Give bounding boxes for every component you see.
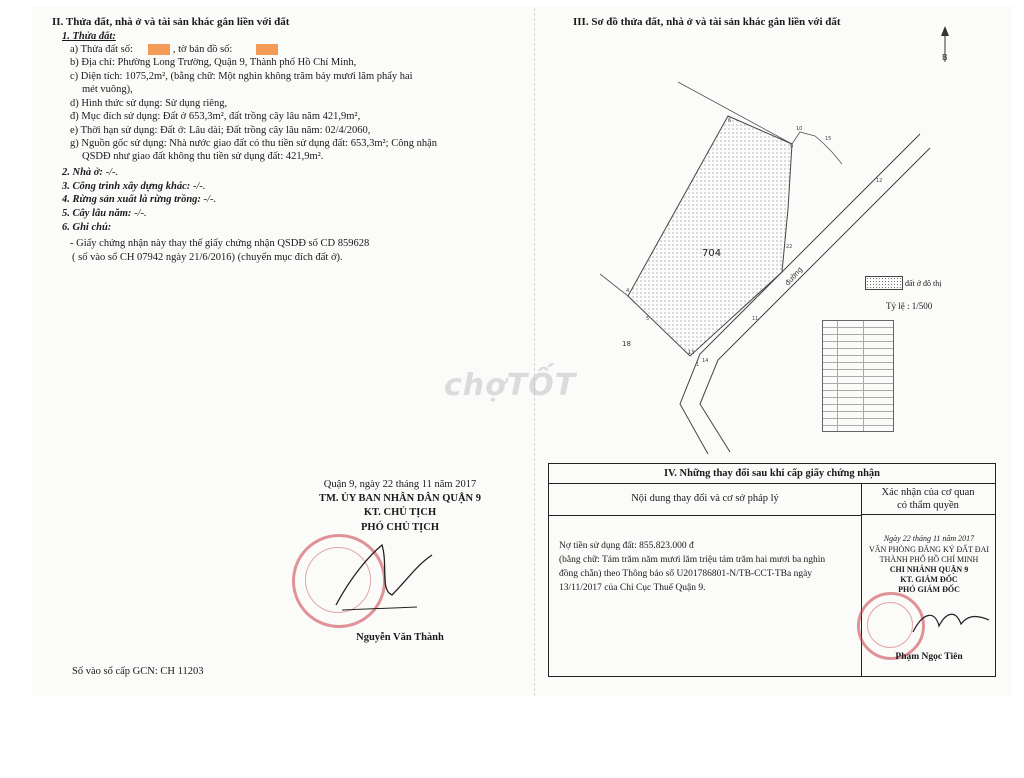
confirm-date: Ngày 22 tháng 11 năm 2017 <box>883 534 975 543</box>
boundary-line-left <box>600 274 628 296</box>
confirm-office-2: THÀNH PHỐ HỒ CHÍ MINH <box>879 555 979 564</box>
origin-line-1: g) Nguồn gốc sử dụng: Nhà nước giao đất có thu tiền sử dụng đất: 653,3m²; Công nhận <box>70 138 437 149</box>
h2-house: 2. Nhà ở: -/-. <box>62 167 119 178</box>
org-line-3: PHÓ CHỦ TỊCH <box>361 522 439 533</box>
vertex-label: 9 <box>790 144 794 150</box>
vertex-label: 10 <box>796 126 803 132</box>
parcel-704-shape <box>628 116 792 356</box>
vertex-label: 22 <box>786 244 793 250</box>
road-label: đường <box>783 265 805 288</box>
section-iii-title: III. Sơ đồ thửa đất, nhà ở và tài sản khác gắn liền với đất <box>573 16 841 28</box>
h1-parcel: 1. Thửa đất: <box>62 31 116 42</box>
legend-label: đất ở đô thị <box>905 279 942 288</box>
signature-right <box>909 602 995 648</box>
usage-form-line: d) Hình thức sử dụng: Sử dụng riêng, <box>70 98 228 109</box>
parcel-map <box>560 24 980 464</box>
changes-col1-header: Nội dung thay đổi và cơ sở pháp lý <box>549 483 862 516</box>
parcel-number: 704 <box>702 248 722 259</box>
section-ii-title: II. Thửa đất, nhà ở và tài sản khác gắn liền với đất <box>52 16 290 28</box>
area-line-1: c) Diện tích: 1075,2m², (bằng chữ: Một nghìn không trăm bảy mươi lăm phẩy hai <box>70 71 413 82</box>
vertex-label: 4 <box>626 288 630 294</box>
vertex-label: 11 <box>752 316 759 322</box>
org-line-2: KT. CHỦ TỊCH <box>363 507 437 518</box>
parcel-number-line: a) Thửa đất số: , tờ bản đồ số: <box>70 43 278 56</box>
boundary-corner <box>792 132 842 164</box>
changes-col2-header: Xác nhận của cơ quan có thẩm quyền <box>861 483 995 515</box>
h6-notes: 6. Ghi chú: <box>62 222 112 233</box>
vertex-label: 13 <box>688 350 695 356</box>
fold-line <box>534 8 535 696</box>
usage-purpose-line: đ) Mục đích sử dụng: Đất ở 653,3m², đất trồng cây lâu năm 421,9m², <box>70 111 361 122</box>
usage-term-line: e) Thời hạn sử dụng: Đất ở: Lâu dài; Đất trồng cây lâu năm: 02/4/2060, <box>70 125 371 136</box>
h3-construction: 3. Công trình xây dựng khác: -/-. <box>62 181 206 192</box>
confirm-branch: CHI NHÁNH QUẬN 9 <box>889 565 969 574</box>
confirm-signer: Phạm Ngọc Tiên <box>895 652 963 662</box>
confirm-deputy: PHÓ GIÁM ĐỐC <box>898 585 960 594</box>
signer-name: Nguyễn Văn Thành <box>356 632 444 643</box>
change-line-2: (bằng chữ: Tám trăm năm mươi lăm triệu tám trăm hai mươi ba nghìn <box>559 555 826 565</box>
watermark: chợTỐT <box>444 368 577 403</box>
change-line-1: Nợ tiền sử dụng đất: 855.823.000 đ <box>559 541 694 551</box>
legend-swatch <box>865 276 903 290</box>
vertex-label: 6 <box>728 118 732 124</box>
vertex-label: 5 <box>646 316 650 322</box>
confirm-office-1: VĂN PHÒNG ĐĂNG KÝ ĐẤT ĐAI <box>868 545 990 554</box>
neighbor-label: 18 <box>622 340 631 348</box>
h5-perennial: 5. Cây lâu năm: -/-. <box>62 208 147 219</box>
signature-left <box>322 535 442 625</box>
north-label: B <box>942 53 948 62</box>
vertex-label: 14 <box>702 358 709 364</box>
note-line-1: - Giấy chứng nhận này thay thế giấy chứng nhận QSDĐ số CD 859628 <box>70 238 370 249</box>
confirm-kt: KT. GIÁM ĐỐC <box>900 575 958 584</box>
register-number: Số vào sổ cấp GCN: CH 11203 <box>72 666 204 677</box>
org-line-1: TM. ỦY BAN NHÂN DÂN QUẬN 9 <box>318 493 482 504</box>
change-line-4: 13/11/2017 của Chi Cục Thuế Quận 9. <box>559 583 706 593</box>
area-line-2: mét vuông), <box>82 84 133 95</box>
redacted-parcel-number <box>148 44 170 55</box>
note-line-2: ( số vào sổ CH 07942 ngày 21/6/2016) (chuyển mục đích đất ở). <box>72 252 343 263</box>
redacted-map-sheet <box>256 44 278 55</box>
vertex-label: 15 <box>825 136 832 142</box>
scale-label: Tỷ lệ : 1/500 <box>886 301 933 311</box>
changes-table <box>548 463 996 677</box>
change-line-3: đồng chẵn) theo Thông báo số U201786801-N/TB-CCT-TBa ngày <box>559 569 813 579</box>
changes-title: IV. Những thay đổi sau khi cấp giấy chứng nhận <box>549 464 995 484</box>
origin-line-2: QSDĐ như giao đất không thu tiền sử dụng đất: 421,9m². <box>82 151 324 162</box>
address-line: b) Địa chỉ: Phường Long Trường, Quận 9, Thành phố Hồ Chí Minh, <box>70 57 357 68</box>
vertex-label: 12 <box>876 178 883 184</box>
coordinate-table <box>822 320 894 432</box>
date-line: Quận 9, ngày 22 tháng 11 năm 2017 <box>323 479 477 490</box>
vertex-label: 1 <box>696 362 700 368</box>
h4-forest: 4. Rừng sản xuất là rừng trồng: -/-. <box>62 194 217 205</box>
